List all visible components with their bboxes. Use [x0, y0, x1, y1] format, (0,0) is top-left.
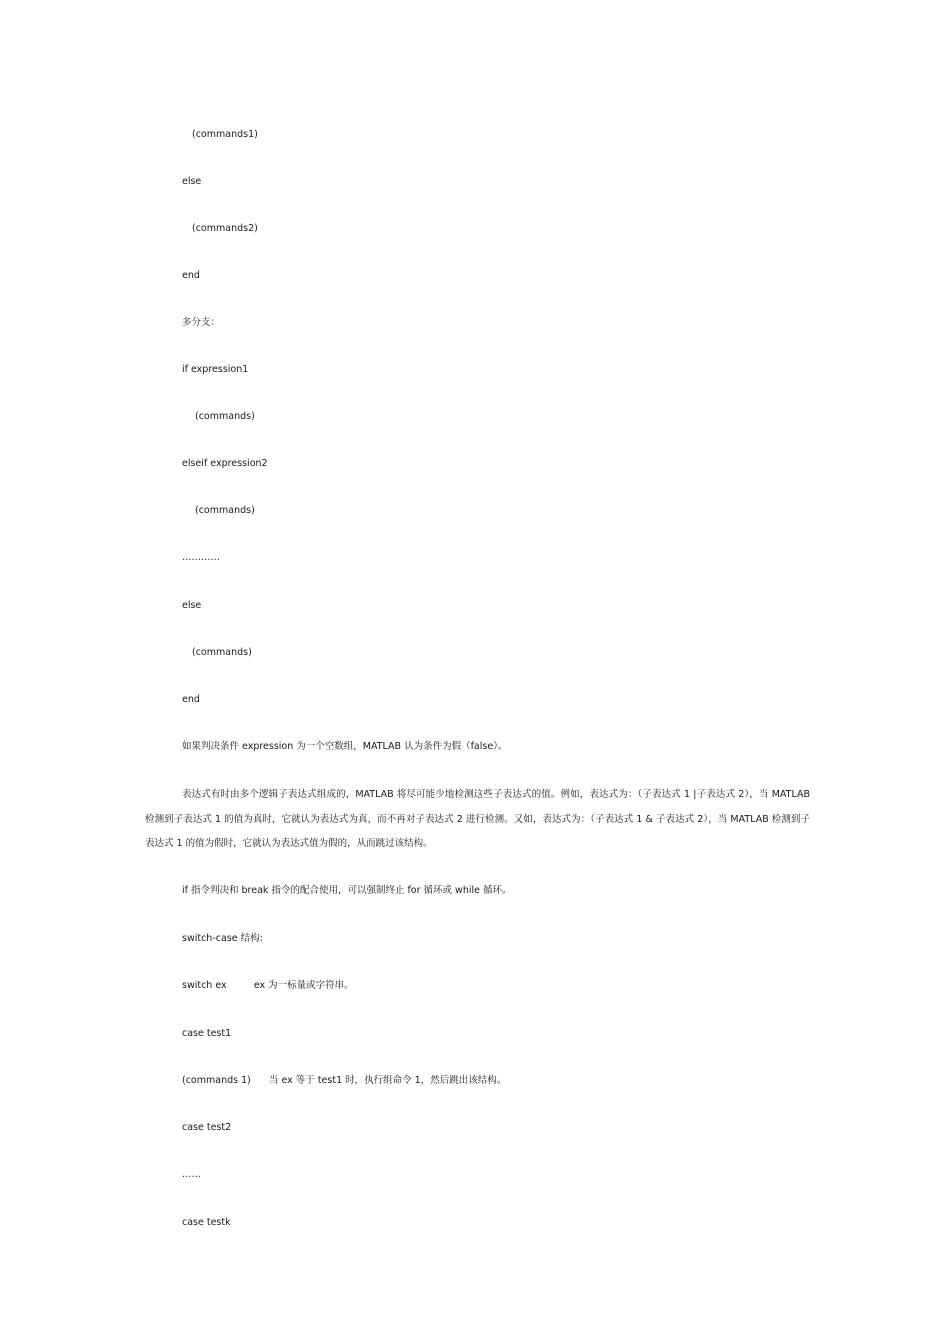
- code-line-case-test1: case test1: [182, 1028, 232, 1039]
- code-line-case-testk: case testk: [182, 1217, 231, 1228]
- code-line-switch-ex: switch ex ex 为一标量或字符串。: [182, 980, 354, 991]
- code-line-else: else: [182, 600, 202, 611]
- text-empty-array-note: 如果判决条件 expression 为一个空数组，MATLAB 认为条件为假（false）。: [182, 741, 508, 752]
- code-line-elseif-expression2: elseif expression2: [182, 458, 268, 469]
- code-line-end: end: [182, 694, 200, 705]
- code-line-case-test2: case test2: [182, 1122, 232, 1133]
- section-label-multi-branch: 多分支：: [182, 317, 221, 328]
- code-line-end: end: [182, 270, 200, 281]
- code-line-commands: (commands): [195, 505, 255, 516]
- code-line-if-expression1: if expression1: [182, 364, 249, 375]
- section-label-switch-case: switch-case 结构:: [182, 933, 263, 944]
- code-line-commands-1: (commands 1) 当 ex 等于 test1 时，执行组命令 1，然后跳出该结构。: [182, 1075, 507, 1086]
- text-if-break-note: if 指令判决和 break 指令的配合使用，可以强制终止 for 循环或 while 循环。: [182, 885, 512, 896]
- code-line-ellipsis: ……: [182, 1169, 201, 1180]
- code-line-ellipsis: …………: [182, 552, 220, 563]
- code-line-commands: (commands): [192, 647, 252, 658]
- code-line-commands: (commands): [195, 411, 255, 422]
- code-line-else: else: [182, 176, 202, 187]
- code-line-commands2: (commands2): [192, 223, 258, 234]
- code-line-commands1: (commands1): [192, 129, 258, 140]
- text-short-circuit-paragraph: 表达式有时由多个逻辑子表达式组成的，MATLAB 将尽可能少地检测这些子表达式的值。例如，表达式为：（子表达式 1 |子表达式 2），当 MATLAB 检测到子表达式 1 的值为真时，它就认为表达式为真，而不再对子表达式 2 进行检测。又如，表达式为：（子表达式 1 & 子表达式 2），当 MATLAB 检测到子表达式 1 的值为假时，它就认为表达式值为假的，从而跳过该结构。: [145, 789, 810, 849]
